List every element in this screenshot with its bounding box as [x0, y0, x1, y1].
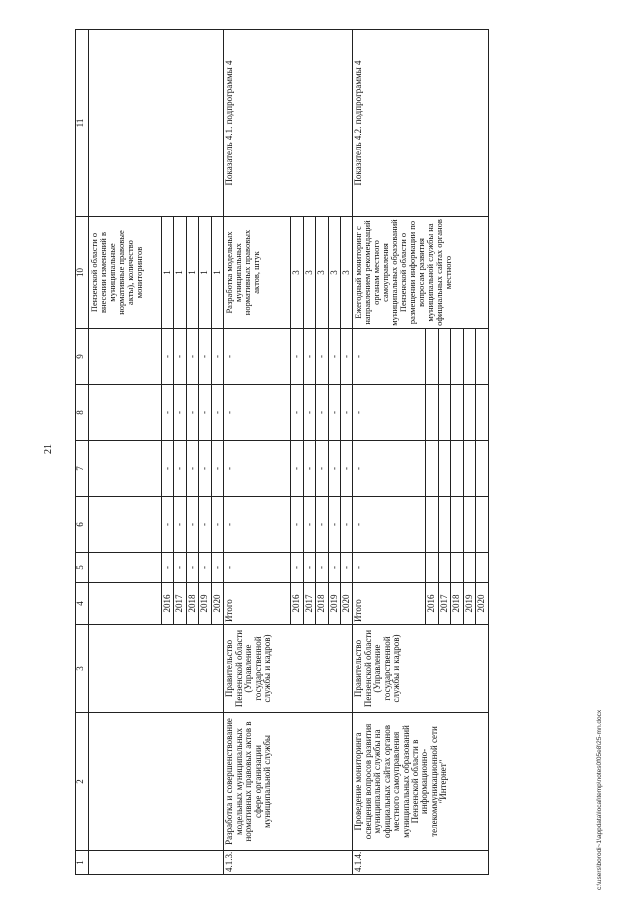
- measure-name: Проведение мониторинга освещения вопросов развития муниципальной службы на официальных сайтах органов местного самоуправления муниципальных образований Пензенской области в информационно-телекоммуникационной сети "Интернет": [353, 713, 488, 851]
- year-cell: 2016: [162, 583, 174, 625]
- header-cell: 2: [76, 713, 89, 851]
- year-cell: 2017: [303, 583, 315, 625]
- year-row: 2017 - - - - - 1: [174, 30, 186, 875]
- indicator-link: Показатель 4.1. подпрограммы 4: [224, 30, 353, 217]
- measure-row-4-1-4: 4.1.4. Проведение мониторинга освещения вопросов развития муниципальной службы на официальных сайтах органов местного самоуправления муниципальных образований Пензенской области в информационно-телекоммуникационной сети "Интернет" Правительство Пензенской области (Управление государственной службы и кадров) Итого - - - - - Ежегодный мониторинг с направлением рекомендаций органам местного самоуправления муниципальных образований Пензенской области о размещении информации по вопросам развития муниципальной службы на официальных сайтах органов местного Показатель 4.2. подпрограммы 4: [353, 30, 426, 875]
- year-cell: 2016: [291, 583, 303, 625]
- year-cell: 2018: [451, 583, 463, 625]
- header-row: [76, 30, 89, 875]
- measure-name: Разработка и совершенствование модельных муниципальных нормативных правовых актов в сфере организации муниципальной службы: [224, 713, 353, 851]
- value-cell: 1: [211, 217, 223, 329]
- rotated-table-holder: [75, 30, 487, 875]
- year-cell: 2018: [316, 583, 328, 625]
- header-cell: 3: [76, 625, 89, 713]
- year-cell: 2020: [476, 583, 488, 625]
- header-cell: 7: [76, 441, 89, 497]
- header-cell: 1: [76, 851, 89, 875]
- year-cell: 2020: [340, 583, 352, 625]
- year-cell: 2018: [186, 583, 198, 625]
- header-cell: 8: [76, 385, 89, 441]
- header-cell: 11: [76, 30, 89, 217]
- page-number-text: 21: [43, 444, 54, 454]
- year-row: 2019 - - - - - 3: [328, 30, 340, 875]
- year-cell: 2019: [199, 583, 211, 625]
- page-number: [43, 440, 53, 470]
- measure-row-4-1-3: 4.1.3. Разработка и совершенствование модельных муниципальных нормативных правовых актов в сфере организации муниципальной службы Правительство Пензенской области (Управление государственной службы и кадров) Итого - - - - - Разработка модельных муниципальных нормативных правовых актов, штук Показатель 4.1. подпрограммы 4: [224, 30, 291, 875]
- year-row: 2016 - - - - - 3: [291, 30, 303, 875]
- year-cell: 2017: [174, 583, 186, 625]
- year-cell: 2019: [328, 583, 340, 625]
- value-cell: 1: [174, 217, 186, 329]
- row-number: 4.1.4.: [353, 851, 488, 875]
- program-table: [75, 29, 489, 875]
- value-cell: 1: [162, 217, 174, 329]
- value-cell: 1: [199, 217, 211, 329]
- year-row: 2016 - - - - - 1: [162, 30, 174, 875]
- year-row: 2017 - - - - - 3: [303, 30, 315, 875]
- indicator-text: Пензенской области о внесении изменений в муниципальные нормативные правовые акты), количество мониторингов: [89, 217, 162, 329]
- value-cell: 3: [316, 217, 328, 329]
- value-cell: 1: [186, 217, 198, 329]
- header-cell: 10: [76, 217, 89, 329]
- total-label: Итого: [353, 583, 426, 625]
- year-row: 2018 - - - - - 3: [316, 30, 328, 875]
- total-label: Итого: [224, 583, 291, 625]
- header-cell: 6: [76, 497, 89, 553]
- header-cell: 9: [76, 329, 89, 385]
- continuation-row: [89, 30, 162, 875]
- header-cell: 4: [76, 583, 89, 625]
- year-cell: 2020: [211, 583, 223, 625]
- year-row: 2019 - - - - - 1: [199, 30, 211, 875]
- row-number: 4.1.3.: [224, 851, 353, 875]
- value-cell: 3: [340, 217, 352, 329]
- header-cell: 5: [76, 553, 89, 583]
- indicator-link: Показатель 4.2. подпрограммы 4: [353, 30, 488, 217]
- year-row: 2020 - - - - - 1: [211, 30, 223, 875]
- year-cell: 2016: [426, 583, 438, 625]
- indicator-text: Ежегодный мониторинг с направлением рекомендаций органам местного самоуправления муниципальных образований Пензенской области о размещении информации по вопросам развития муниципальной службы на официальных сайтах органов местного: [353, 217, 488, 329]
- executor: Правительство Пензенской области (Управление государственной службы и кадров): [353, 625, 488, 713]
- executor: Правительство Пензенской области (Управление государственной службы и кадров): [224, 625, 353, 713]
- footer-path: c:\users\borodi~1\appdata\local\temp\notes0f05e8\25-mn.docx: [596, 709, 603, 890]
- year-row: 2020 - - - - - 3: [340, 30, 352, 875]
- indicator-text: Разработка модельных муниципальных нормативных правовых актов, штук: [224, 217, 291, 329]
- value-cell: 3: [303, 217, 315, 329]
- year-cell: 2017: [438, 583, 450, 625]
- year-row: 2018 - - - - - 1: [186, 30, 198, 875]
- value-cell: 3: [328, 217, 340, 329]
- value-cell: 3: [291, 217, 303, 329]
- year-cell: 2019: [463, 583, 475, 625]
- document-footer: [596, 600, 608, 890]
- rotated-table-page: [75, 30, 487, 875]
